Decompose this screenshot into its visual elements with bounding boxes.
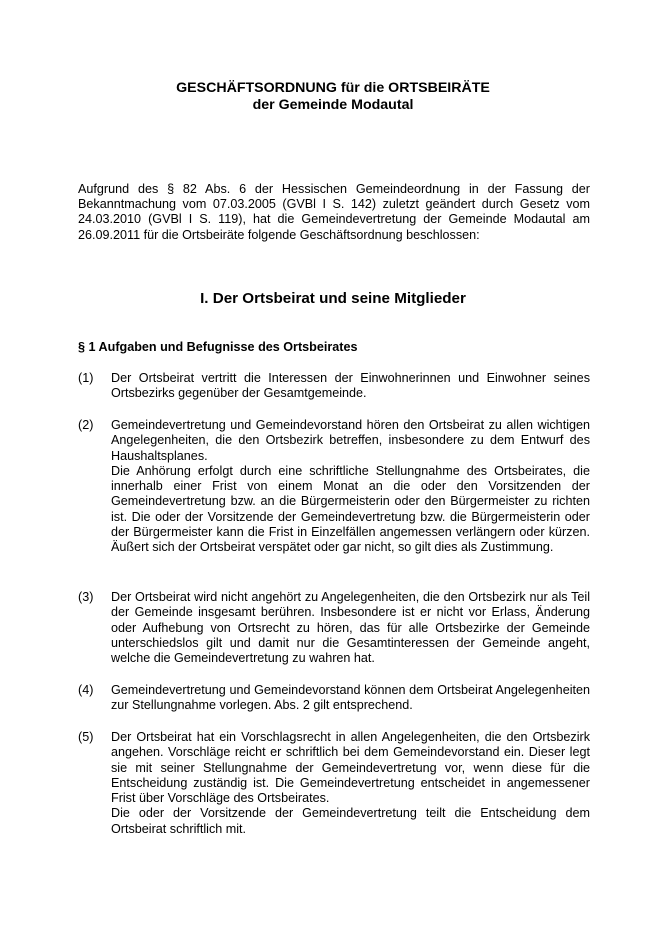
item-number: (5): [78, 730, 94, 744]
item-text-part: Gemeindevertretung und Gemeindevorstand hören den Ortsbeirat zu allen wichtigen Angelegenheiten, die den Ortsbezirk betreffen, insbesondere zu dem Entwurf des Haushaltsplanes.: [111, 418, 590, 463]
item-number: (1): [78, 371, 94, 385]
item-text: [111, 371, 590, 402]
paragraph-heading: § 1 Aufgaben und Befugnisse des Ortsbeirates: [78, 340, 358, 354]
item-text: [111, 418, 590, 555]
item-text: [111, 730, 590, 837]
item-text: [111, 590, 590, 666]
list-item: [78, 590, 590, 666]
list-item: [78, 371, 590, 402]
item-text-part: Der Ortsbeirat hat ein Vorschlagsrecht in allen Angelegenheiten, die den Ortsbezirk angehen. Vorschläge reicht er schriftlich bei dem Gemeindevorstand ein. Dieser legt sie mit seiner Stellungnahme der Gemeindevertretung vor, wenn diese für die Entscheidung zuständig ist. Die Gemeindevertretung entscheidet in angemessener Frist über Vorschläge des Ortsbeirates.: [111, 730, 590, 805]
intro-paragraph: Aufgrund des § 82 Abs. 6 der Hessischen Gemeindeordnung in der Fassung der Bekanntmachung vom 07.03.2005 (GVBl I S. 142) zuletzt geändert durch Gesetz vom 24.03.2010 (GVBl I S. 119), hat die Gemeindevertretung der Gemeinde Modautal am 26.09.2011 für die Ortsbeiräte folgende Geschäftsordnung beschlossen:: [78, 182, 590, 242]
item-number: (3): [78, 590, 94, 604]
item-text-part: Die Anhörung erfolgt durch eine schriftliche Stellungnahme des Ortsbeirates, die innerhalb einer Frist von einem Monat an die oder den Vorsitzenden der Gemeindevertretung bzw. an die Bürgermeisterin oder den Bürgermeister zu richten ist. Die oder der Vorsitzende der Gemeindevertretung bzw. die Bürgermeisterin oder der Bürgermeister kann die Frist in Einzelfällen angemessen verlängern oder kürzen. Äußert sich der Ortsbeirat verspätet oder gar nicht, so gilt dies als Zustimmung.: [111, 463, 590, 554]
item-number: (4): [78, 683, 94, 697]
list-item: [78, 418, 590, 555]
item-text-part: Gemeindevertretung und Gemeindevorstand können dem Ortsbeirat Angelegenheiten zur Stellungnahme vorlegen. Abs. 2 gilt entsprechend.: [111, 683, 590, 713]
document-title-line-2: der Gemeinde Modautal: [252, 97, 414, 113]
item-text-part: Die oder der Vorsitzende der Gemeindevertretung teilt die Entscheidung dem Ortsbeirat schriftlich mit.: [111, 806, 590, 836]
list-item: [78, 683, 590, 714]
list-item: [78, 730, 590, 837]
document-title-line-1: GESCHÄFTSORDNUNG für die ORTSBEIRÄTE: [176, 80, 490, 96]
item-number: (2): [78, 418, 94, 432]
item-text-part: Der Ortsbeirat wird nicht angehört zu Angelegenheiten, die den Ortsbezirk nur als Teil der Gemeinde insgesamt berühren. Insbesondere ist er nicht vor Erlass, Änderung oder Aufhebung von Ortsrecht zu hören, das für alle Ortsbezirke der Gemeinde unterschiedslos gilt und damit nur die Gesamtinteressen der Gemeinde angeht, welche die Gemeindevertretung zu wahren hat.: [111, 590, 590, 665]
document-title: [0, 80, 666, 114]
item-text-part: Der Ortsbeirat vertritt die Interessen der Einwohnerinnen und Einwohner seines Ortsbezirks gegenüber der Gesamtgemeinde.: [111, 371, 590, 401]
section-heading: I. Der Ortsbeirat und seine Mitglieder: [200, 290, 466, 307]
item-text: [111, 683, 590, 714]
